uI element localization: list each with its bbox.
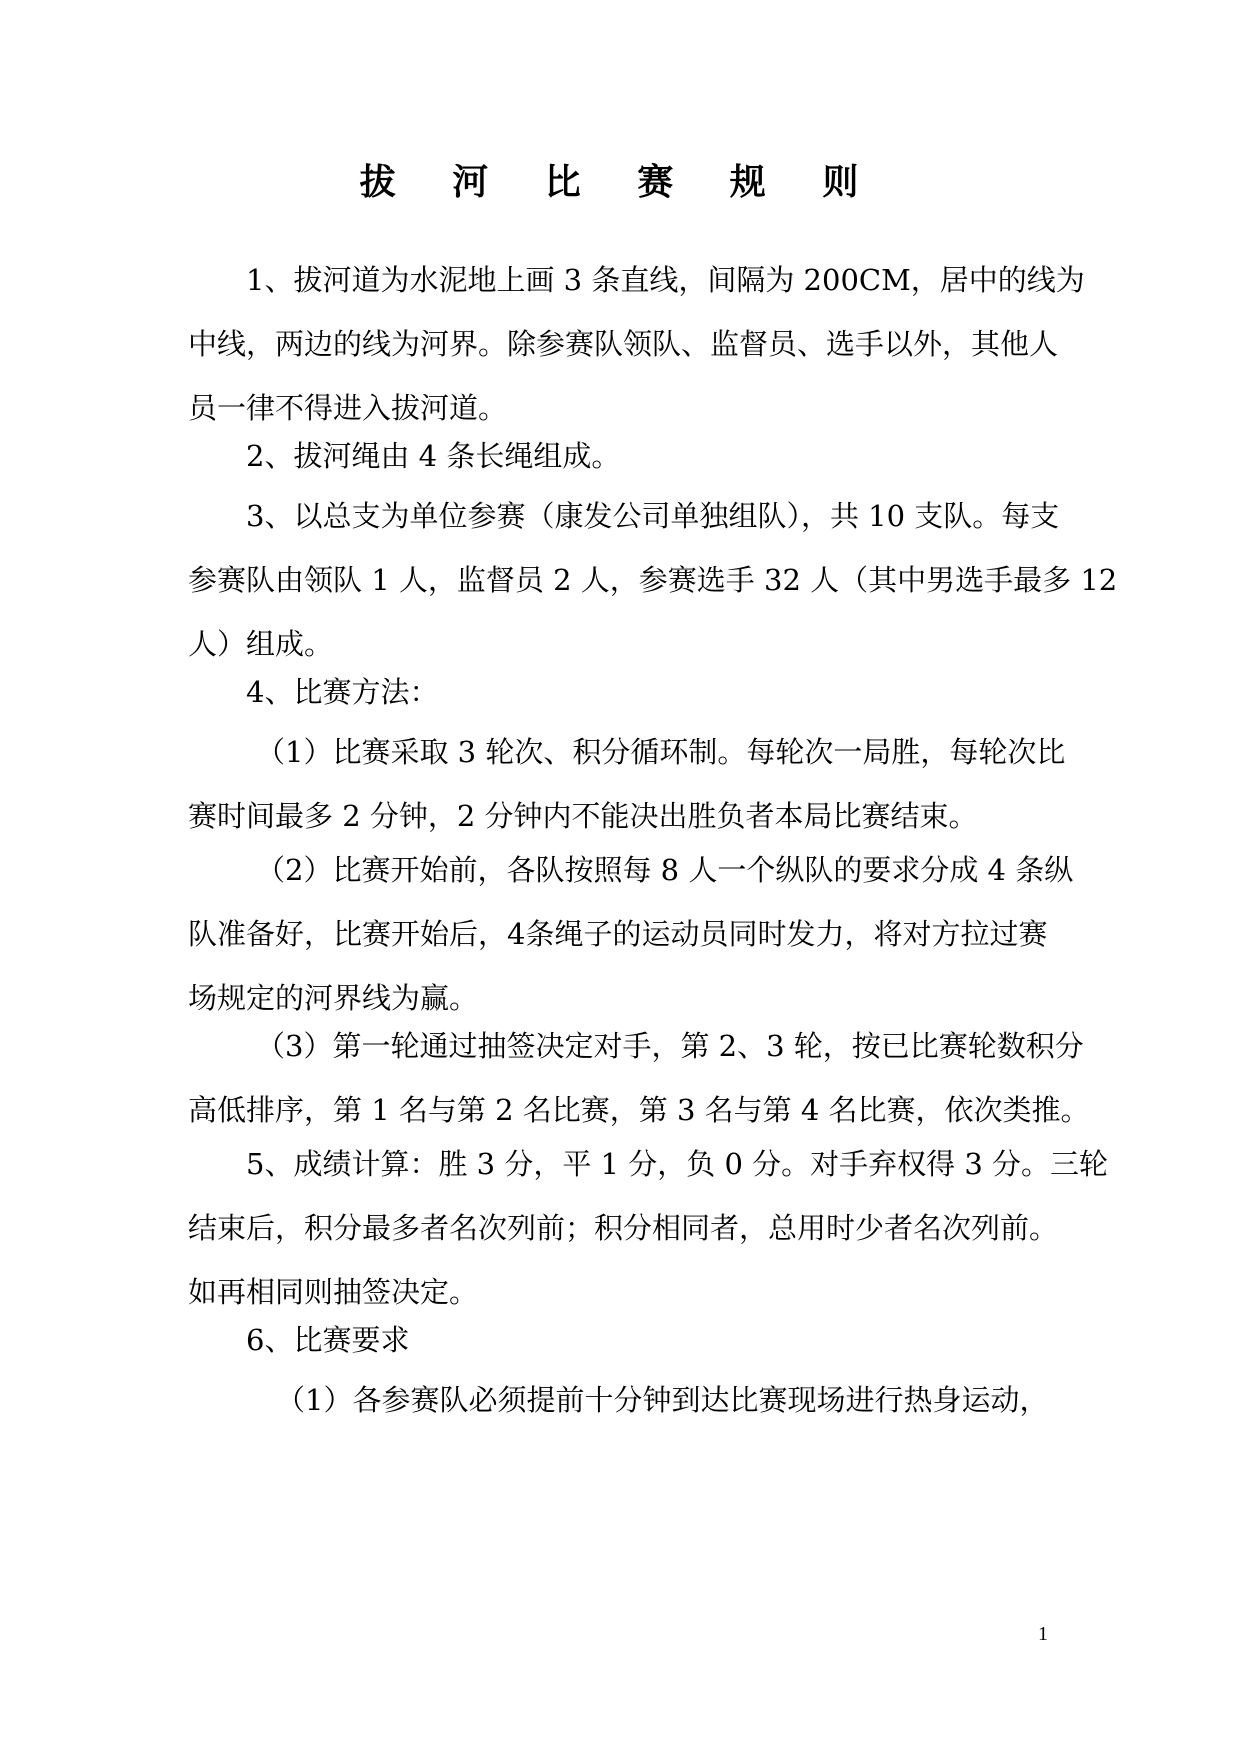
paragraph-line: 结束后，积分最多者名次列前；积分相同者，总用时少者名次列前。 <box>188 1211 1059 1245</box>
paragraph-line: 4、比赛方法： <box>246 675 439 709</box>
paragraph-line: 人）组成。 <box>188 627 334 661</box>
paragraph-line: 5、成绩计算：胜 3 分，平 1 分，负 0 分。对手弃权得 3 分。三轮 <box>246 1147 1109 1181</box>
paragraph-line: （3）第一轮通过抽签决定对手，第 2、3 轮，按已比赛轮数积分 <box>256 1029 1084 1063</box>
paragraph-line: （2）比赛开始前，各队按照每 8 人一个纵队的要求分成 4 条纵 <box>256 853 1074 887</box>
paragraph-rule-1 <box>188 248 1085 440</box>
paragraph-line: 1、拔河道为水泥地上画 3 条直线，间隔为 200CM，居中的线为 <box>246 263 1085 297</box>
paragraph-rule-2 <box>188 424 1058 488</box>
paragraph-line: 赛时间最多 2 分钟，2 分钟内不能决出胜负者本局比赛结束。 <box>188 799 978 833</box>
paragraph-line: 场规定的河界线为赢。 <box>188 981 479 1015</box>
paragraph-line: 高低排序，第 1 名与第 2 名比赛，第 3 名与第 4 名比赛，依次类推。 <box>188 1093 1090 1127</box>
paragraph-line: 参赛队由领队 1 人，监督员 2 人，参赛选手 32 人（其中男选手最多 12 <box>188 563 1118 597</box>
paragraph-rule-4-1 <box>188 720 1066 848</box>
paragraph-line: 中线，两边的线为河界。除参赛队领队、监督员、选手以外，其他人 <box>188 327 1059 361</box>
paragraph-line: 如再相同则抽签决定。 <box>188 1275 479 1309</box>
paragraph-line: 2、拔河绳由 4 条长绳组成。 <box>246 439 621 473</box>
paragraph-rule-3 <box>188 484 1118 676</box>
paragraph-rule-4 <box>188 660 1058 724</box>
paragraph-line: 6、比赛要求 <box>246 1323 410 1357</box>
paragraph-line: 3、以总支为单位参赛（康发公司单独组队），共 10 支队。每支 <box>246 499 1060 533</box>
paragraph-rule-4-2 <box>188 838 1074 1030</box>
page-number: 1 <box>1038 1623 1048 1645</box>
document-title: 拔 河 比 赛 规 则 <box>359 161 881 203</box>
paragraph-rule-4-3 <box>188 1014 1090 1142</box>
paragraph-rule-6-1 <box>188 1368 1058 1432</box>
paragraph-line: （1）各参赛队必须提前十分钟到达比赛现场进行热身运动， <box>276 1383 1049 1417</box>
paragraph-line: 队准备好，比赛开始后，4条绳子的运动员同时发力，将对方拉过赛 <box>188 917 1048 951</box>
paragraph-line: （1）比赛采取 3 轮次、积分循环制。每轮次一局胜，每轮次比 <box>256 735 1066 769</box>
paragraph-rule-6 <box>188 1308 1058 1372</box>
paragraph-line: 员一律不得进入拔河道。 <box>188 391 508 425</box>
paragraph-rule-5 <box>188 1132 1109 1324</box>
